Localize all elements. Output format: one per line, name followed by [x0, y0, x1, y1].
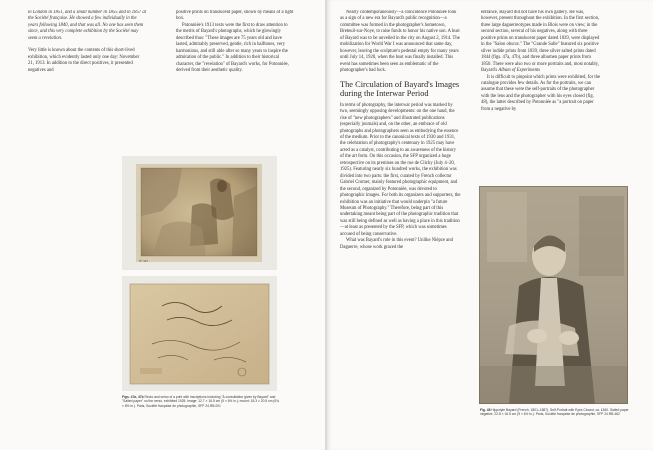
- figure-47-caption: [122, 395, 280, 417]
- body-paragraph: It is difficult to pinpoint which prints were exhibited, for the catalogue provides few details. As for the portraits, we can assume that these were the self-portraits of the photographer with the lens and the photographer with his eyes closed (fig. 48), the latter described by Potonniée as "a portrait on paper from a negative by: [481, 74, 601, 112]
- caption-label: Figs. 47a, 47b: [122, 395, 144, 399]
- figure-47a-recto: [122, 156, 277, 270]
- body-text: entrance, Bayard did not have his own gallery. He was, however, present throughout the exhibition. In the first section, three large daguerreotypes made in Blois were on view; in the second section, several of his negatives, along with three positive prints on translucent paper dated 1839, were displayed in the "Salon obscur." The "Grande Salle" featured six positive silver iodide prints from 1839, three silver salted prints dated 1844 (figs. 47a, 47b), and three albumen paper prints from 1850. There were also two or more portraits and, most notably, Bayard's: [481, 10, 600, 74]
- body-paragraph: positive prints on translucent paper, shown by means of a light box.: [176, 10, 294, 22]
- sepia-photo-recto-image: [122, 156, 277, 270]
- right-column-2: [481, 10, 602, 184]
- intro-italic-paragraph: in London in 1851, and a small number in 1855 and in 1857 at the Société française. He showed a few individually in the years following 1840, and that was all. No one has seen them since, and this very complete exhibition by the Société may seem a revelation.: [28, 10, 146, 41]
- caption-text: Recto and verso of a print with inscriptions including "À consultation given by Bayard" and "Salted paper" on the verso, exhibited 1925. Image: 12.7 × 16.5 cm (5 × 6½ in.); mount: 18.3 × 20.5 cm (6¾ × 8½ in.). Paris, Société française de photographie, SFP 24.RB.001: [122, 395, 280, 408]
- sepia-photo-verso-image: [122, 276, 277, 391]
- left-column-1: [28, 10, 146, 114]
- left-column-2: [176, 10, 294, 82]
- figure-48-self-portrait: [479, 186, 628, 404]
- body-paragraph: In terms of photography, the interwar period was marked by two, seemingly opposing developments: on the one hand, the rise of "new photographers" and illustrated publications (especially journals) and, on the other, an embrace of old photographs and photographers seen as embodying the essence of the medium. Prior to the canonical texts of 1930 and 1931, the celebration of photography's centenary in 1925 may have acted as a catalyst, contributing to an awareness of the history of the art form. On this occasion, the SFP organized a huge retrospective on its premises on the rue de Clichy (July 4–20, 1925). Featuring nearly six hundred works, the exhibition was divided into two parts: the first, curated by French collector Gabriel Cromer, mainly featured photographic equipment, and the second, organized by Potonniée, was devoted to photographic images. For both its organizers and supporters, the exhibition was an initiative that would underpin "a future Museum of Photography." Therefore, being part of this undertaking meant being part of the photographic tradition that was still being defined as well as having a place in this tradition—at least as presented by the SFP, which was sometimes accused of being conservative.: [340, 102, 461, 237]
- body-paragraph: Potonniée's 1913 texts were the first to draw attention to the merits of Bayard's photographs, which he glowingly described thus: "These images are 75 years old and have lasted, admirably preserved, gentle, rich in halftones, very harmonious, and still able after so many years to inspire the admiration of the public." In addition to their historical character, the "revelation" of Bayard's works, for Potonniée, derived from their aesthetic quality.: [176, 22, 289, 74]
- sepia-self-portrait-image: [479, 186, 628, 404]
- caption-text: Hippolyte Bayard (French, 1801–1887), Self-Portrait with Eyes Closed, ca. 1840. Salted paper negative, 22.8 × 16.5 cm (9 × 6½ in.). Paris, Société française de photographie, SFP 24.RB.482: [480, 408, 629, 417]
- caption-label: Fig. 48: [480, 408, 491, 412]
- body-paragraph: [481, 10, 602, 75]
- album-title: Album of Experiments: [498, 68, 541, 74]
- body-paragraph: Very little is known about the contents of this short-lived exhibition, which evidently lasted only one day: November 21, 1913. In addition to the direct positives, it presented negatives and: [28, 48, 140, 73]
- book-gutter: [325, 0, 327, 450]
- body-paragraph: What was Bayard's role in this event? Unlike Niépce and Daguerre, whose work graced the: [340, 238, 453, 250]
- figure-47b-verso: [122, 276, 277, 391]
- body-paragraph: Nearly contemporaneously—a coincidence Potonniée took as a sign of a new era for Bayard's public recognition—a committee was formed in the photographer's hometown, Breteuil-sur-Noye, to raise funds to honor his native son. A bust of Bayard was to be unveiled in the city on August 2, 1914. The mobilization for World War I was announced that same day, however, leaving the sculpture's pedestal empty for many years until July 14, 1920, when the bust was finally installed. This event has sometimes been seen as emblematic of the photographer's bad luck.: [340, 10, 460, 74]
- right-column-1: [340, 10, 461, 400]
- figure-48-caption: [480, 408, 634, 428]
- section-heading: The Circulation of Bayard's Images during the Interwar Period: [340, 79, 460, 99]
- figure-number-label: Nº 447: [139, 259, 149, 263]
